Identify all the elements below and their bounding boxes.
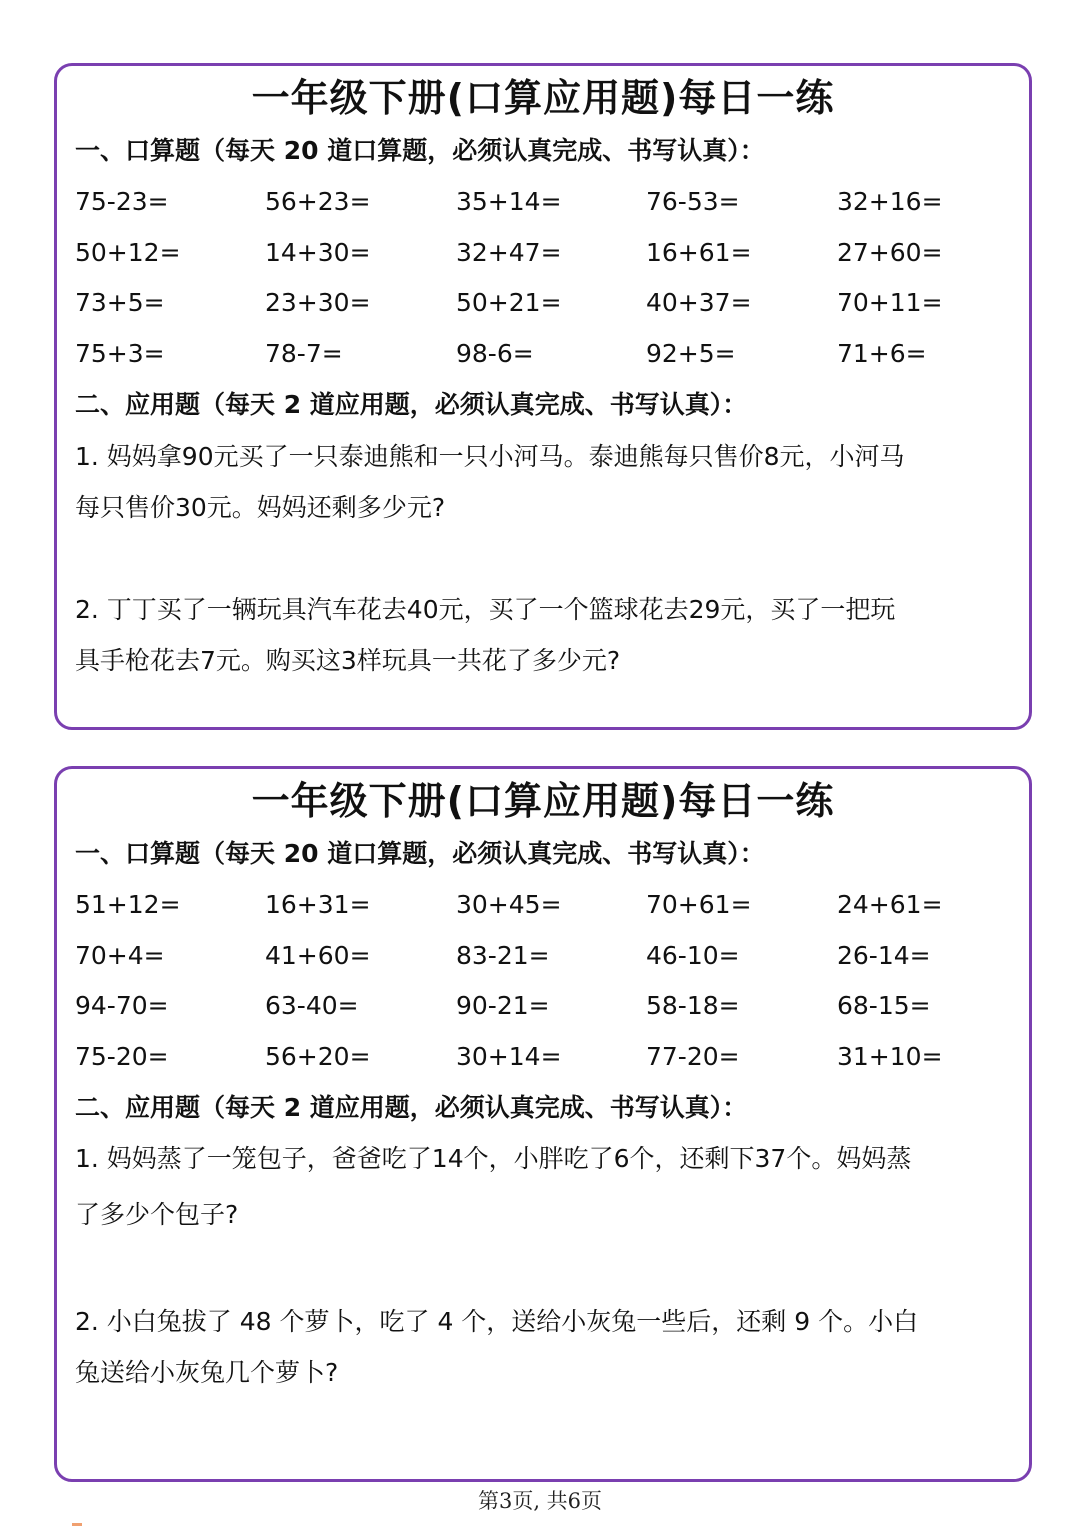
calc-item: 75-23= bbox=[75, 187, 169, 216]
word-problem-1 bbox=[75, 431, 1015, 533]
calc-row bbox=[75, 233, 1035, 284]
calc-row bbox=[75, 885, 1035, 936]
page-footer: 第3页, 共6页 bbox=[477, 1489, 603, 1513]
mental-math-grid bbox=[75, 182, 1035, 385]
calc-item: 24+61= bbox=[837, 890, 943, 919]
calc-item: 73+5= bbox=[75, 288, 165, 318]
calc-item: 40+37= bbox=[646, 288, 752, 318]
calc-row bbox=[75, 182, 1035, 233]
worksheet-title: 一年级下册(口算应用题)每日一练 bbox=[251, 779, 835, 823]
calc-item: 14+30= bbox=[265, 237, 371, 267]
problem-line: 2. 丁丁买了一辆玩具汽车花去40元，买了一个篮球花去29元，买了一把玩 bbox=[75, 595, 896, 624]
section-heading-mental-math: 一、口算题（每天 20 道口算题，必须认真完成、书写认真）： bbox=[75, 839, 765, 868]
worksheet-card-2 bbox=[54, 766, 1032, 1482]
calc-item: 98-6= bbox=[456, 339, 534, 369]
calc-item: 50+12= bbox=[75, 237, 181, 267]
calc-item: 71+6= bbox=[837, 339, 927, 369]
calc-item: 78-7= bbox=[265, 339, 343, 369]
calc-item: 30+14= bbox=[456, 1042, 562, 1072]
problem-line: 了多少个包子? bbox=[75, 1200, 239, 1229]
calc-item: 50+21= bbox=[456, 288, 562, 318]
calc-item: 51+12= bbox=[75, 890, 181, 919]
calc-item: 58-18= bbox=[646, 991, 740, 1021]
section-heading-word-problems: 二、应用题（每天 2 道应用题，必须认真完成、书写认真）： bbox=[75, 1093, 748, 1122]
calc-row bbox=[75, 1037, 1035, 1088]
mental-math-grid bbox=[75, 885, 1035, 1088]
calc-item: 70+4= bbox=[75, 940, 165, 970]
corner-mark bbox=[72, 1523, 82, 1526]
calc-item: 16+61= bbox=[646, 237, 752, 267]
calc-item: 75-20= bbox=[75, 1042, 169, 1072]
calc-item: 75+3= bbox=[75, 339, 165, 369]
calc-item: 70+61= bbox=[646, 890, 752, 919]
calc-item: 16+31= bbox=[265, 890, 371, 919]
section-heading-mental-math: 一、口算题（每天 20 道口算题，必须认真完成、书写认真）： bbox=[75, 136, 765, 165]
calc-item: 46-10= bbox=[646, 940, 740, 970]
calc-item: 32+47= bbox=[456, 237, 562, 267]
problem-line: 兔送给小灰兔几个萝卜? bbox=[75, 1358, 339, 1387]
calc-item: 31+10= bbox=[837, 1042, 943, 1072]
calc-item: 94-70= bbox=[75, 991, 169, 1021]
calc-row bbox=[75, 986, 1035, 1037]
calc-item: 35+14= bbox=[456, 187, 562, 216]
calc-item: 90-21= bbox=[456, 991, 550, 1021]
calc-item: 26-14= bbox=[837, 940, 931, 970]
calc-row bbox=[75, 334, 1035, 385]
calc-item: 63-40= bbox=[265, 991, 359, 1021]
problem-line: 2. 小白兔拔了 48 个萝卜，吃了 4 个，送给小灰兔一些后，还剩 9 个。小白 bbox=[75, 1307, 919, 1336]
calc-item: 30+45= bbox=[456, 890, 562, 919]
word-problem-2 bbox=[75, 1296, 1015, 1398]
problem-line: 1. 妈妈蒸了一笼包子，爸爸吃了14个，小胖吃了6个，还剩下37个。妈妈蒸 bbox=[75, 1144, 912, 1173]
problem-line: 每只售价30元。妈妈还剩多少元? bbox=[75, 493, 446, 522]
calc-item: 23+30= bbox=[265, 288, 371, 318]
problem-line: 具手枪花去7元。购买这3样玩具一共花了多少元? bbox=[75, 646, 621, 675]
word-problem-1 bbox=[75, 1131, 1015, 1243]
calc-item: 76-53= bbox=[646, 187, 740, 216]
calc-item: 83-21= bbox=[456, 940, 550, 970]
worksheet-card-1 bbox=[54, 63, 1032, 730]
calc-item: 56+23= bbox=[265, 187, 371, 216]
calc-row bbox=[75, 283, 1035, 334]
calc-item: 27+60= bbox=[837, 237, 943, 267]
calc-item: 56+20= bbox=[265, 1042, 371, 1072]
calc-item: 41+60= bbox=[265, 940, 371, 970]
problem-line: 1. 妈妈拿90元买了一只泰迪熊和一只小河马。泰迪熊每只售价8元，小河马 bbox=[75, 442, 905, 471]
calc-item: 70+11= bbox=[837, 288, 943, 318]
calc-item: 32+16= bbox=[837, 187, 943, 216]
section-heading-word-problems: 二、应用题（每天 2 道应用题，必须认真完成、书写认真）： bbox=[75, 390, 748, 419]
calc-row bbox=[75, 936, 1035, 987]
calc-item: 68-15= bbox=[837, 991, 931, 1021]
word-problem-2 bbox=[75, 584, 1015, 686]
calc-item: 92+5= bbox=[646, 339, 736, 369]
worksheet-title: 一年级下册(口算应用题)每日一练 bbox=[251, 76, 835, 120]
calc-item: 77-20= bbox=[646, 1042, 740, 1072]
